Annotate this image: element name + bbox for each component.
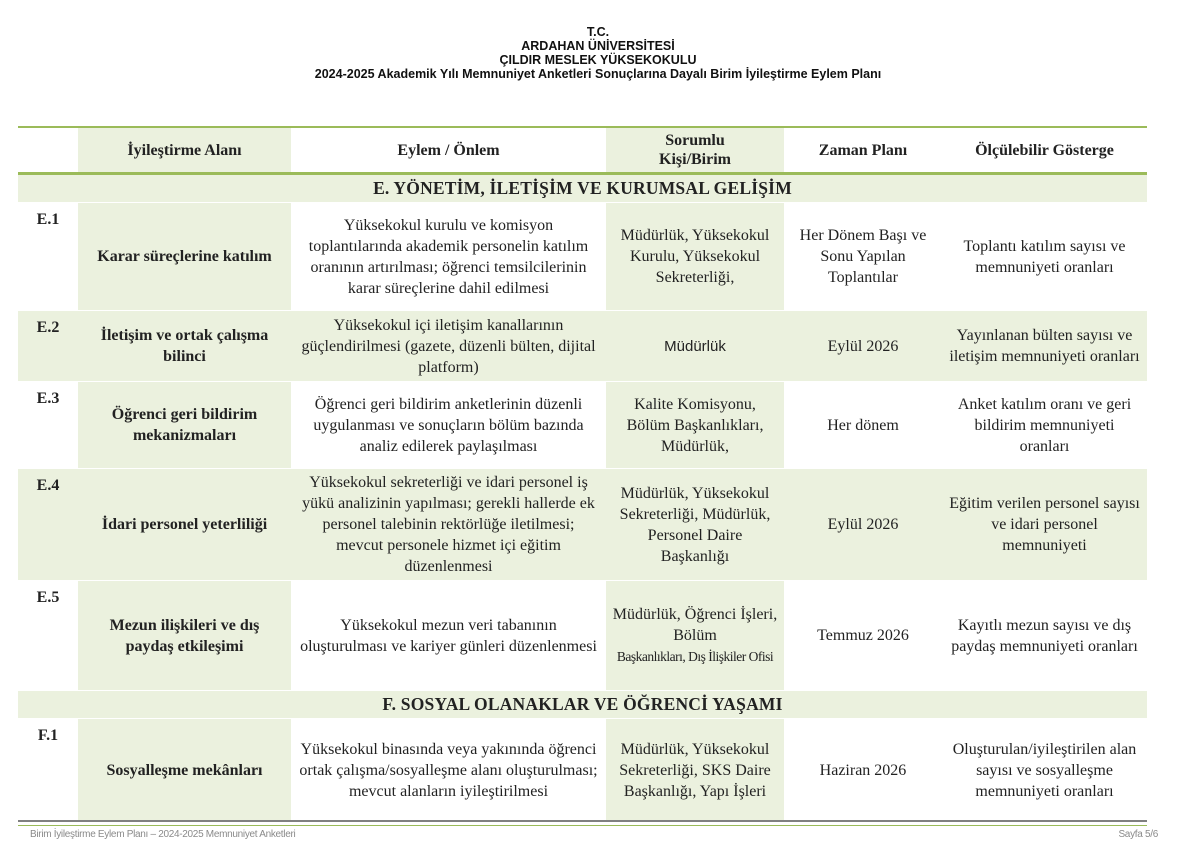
row-responsible-part-a: Müdürlük, Öğrenci İşleri, Bölüm bbox=[612, 606, 778, 644]
row-responsible: Müdürlük bbox=[606, 311, 784, 381]
row-id: E.1 bbox=[18, 203, 78, 310]
row-indicator: Anket katılım oranı ve geri bildirim memnuniyeti oranları bbox=[942, 382, 1147, 468]
table-row-e1 bbox=[18, 203, 1147, 310]
row-time: Haziran 2026 bbox=[784, 719, 942, 821]
row-id: E.2 bbox=[18, 311, 78, 381]
row-action: Yüksekokul sekreterliği ve idari personel iş yükü analizinin yapılması; gerekli hallerde ek personel talebinin rektörlüğe iletilmesi; mevcut personele hizmet içi eğitim düzenlenmesi bbox=[291, 469, 606, 580]
row-responsible-part-b: Başkanlıkları, Dış İlişkiler Ofisi bbox=[616, 649, 774, 664]
header-cell-indicator: Ölçülebilir Gösterge bbox=[942, 128, 1147, 172]
header-cell-number bbox=[18, 128, 78, 172]
row-time: Her dönem bbox=[784, 382, 942, 468]
table-row-e4 bbox=[18, 469, 1147, 580]
header-responsible-line2: Kişi/Birim bbox=[659, 151, 731, 168]
row-indicator: Oluşturulan/iyileştirilen alan sayısı ve sosyalleşme memnuniyeti oranları bbox=[942, 719, 1147, 821]
table-row-e5 bbox=[18, 581, 1147, 690]
row-responsible: Müdürlük, Yüksekokul Sekreterliği, Müdürlük, Personel Daire Başkanlığı bbox=[606, 469, 784, 580]
table-row-e3 bbox=[18, 382, 1147, 468]
row-indicator: Eğitim verilen personel sayısı ve idari personel memnuniyeti bbox=[942, 469, 1147, 580]
table-row-f1 bbox=[18, 719, 1147, 821]
row-time: Eylül 2026 bbox=[784, 469, 942, 580]
footer-document-name: Birim İyileştirme Eylem Planı – 2024-2025 Memnuniyet Anketleri bbox=[30, 829, 296, 840]
table-header-row bbox=[18, 128, 1147, 172]
header-cell-time: Zaman Planı bbox=[784, 128, 942, 172]
row-id: E.3 bbox=[18, 382, 78, 468]
header-responsible-line1: Sorumlu bbox=[665, 132, 725, 149]
row-responsible: Kalite Komisyonu, Bölüm Başkanlıkları, Müdürlük, bbox=[606, 382, 784, 468]
row-responsible: Müdürlük, Yüksekokul Sekreterliği, SKS Daire Başkanlığı, Yapı İşleri bbox=[606, 719, 784, 821]
document-title: 2024-2025 Akademik Yılı Memnuniyet Anketleri Sonuçlarına Dayalı Birim İyileştirme Eylem Planı bbox=[314, 67, 882, 81]
row-time: Eylül 2026 bbox=[784, 311, 942, 381]
header-cell-area: İyileştirme Alanı bbox=[78, 128, 291, 172]
footer-rule bbox=[18, 825, 1147, 826]
row-indicator: Kayıtlı mezun sayısı ve dış paydaş memnuniyeti oranları bbox=[942, 581, 1147, 690]
header-cell-responsible bbox=[606, 128, 784, 172]
row-responsible: Müdürlük, Yüksekokul Kurulu, Yüksekokul Sekreterliği, bbox=[606, 203, 784, 310]
header-tc: T.C. bbox=[586, 25, 610, 39]
row-area: Mezun ilişkileri ve dış paydaş etkileşimi bbox=[78, 581, 291, 690]
row-id: F.1 bbox=[18, 719, 78, 821]
row-time: Temmuz 2026 bbox=[784, 581, 942, 690]
table-row-e2 bbox=[18, 311, 1147, 381]
row-action: Yüksekokul içi iletişim kanallarının güçlendirilmesi (gazete, düzenli bülten, dijital platform) bbox=[291, 311, 606, 381]
row-id: E.4 bbox=[18, 469, 78, 580]
header-cell-action: Eylem / Önlem bbox=[291, 128, 606, 172]
row-area: Öğrenci geri bildirim mekanizmaları bbox=[78, 382, 291, 468]
row-action: Yüksekokul mezun veri tabanının oluşturulması ve kariyer günleri düzenlenmesi bbox=[291, 581, 606, 690]
row-area: Sosyalleşme mekânları bbox=[78, 719, 291, 821]
row-indicator: Yayınlanan bülten sayısı ve iletişim memnuniyeti oranları bbox=[942, 311, 1147, 381]
row-area: İdari personel yeterliliği bbox=[78, 469, 291, 580]
row-area: İletişim ve ortak çalışma bilinci bbox=[78, 311, 291, 381]
row-action: Öğrenci geri bildirim anketlerinin düzenli uygulanması ve sonuçların bölüm bazında analiz edilerek paylaşılması bbox=[291, 382, 606, 468]
row-id: E.5 bbox=[18, 581, 78, 690]
header-school: ÇILDIR MESLEK YÜKSEKOKULU bbox=[499, 53, 697, 67]
section-heading-f: F. SOSYAL OLANAKLAR VE ÖĞRENCİ YAŞAMI bbox=[18, 691, 1147, 718]
section-heading-e: E. YÖNETİM, İLETİŞİM VE KURUMSAL GELİŞİM bbox=[18, 175, 1147, 202]
row-responsible bbox=[606, 581, 784, 690]
footer-page-number: Sayfa 5/6 bbox=[1118, 829, 1158, 840]
row-action: Yüksekokul binasında veya yakınında öğrenci ortak çalışma/sosyalleşme alanı oluşturulması; mevcut alanların iyileştirilmesi bbox=[291, 719, 606, 821]
row-action: Yüksekokul kurulu ve komisyon toplantılarında akademik personelin katılım oranının artırılması; öğrenci temsilcilerinin karar süreçlerine dahil edilmesi bbox=[291, 203, 606, 310]
row-time: Her Dönem Başı ve Sonu Yapılan Toplantılar bbox=[784, 203, 942, 310]
header-university: ARDAHAN ÜNİVERSİTESİ bbox=[521, 39, 675, 53]
table-bottom-rule bbox=[18, 820, 1147, 822]
row-indicator: Toplantı katılım sayısı ve memnuniyeti oranları bbox=[942, 203, 1147, 310]
row-area: Karar süreçlerine katılım bbox=[78, 203, 291, 310]
